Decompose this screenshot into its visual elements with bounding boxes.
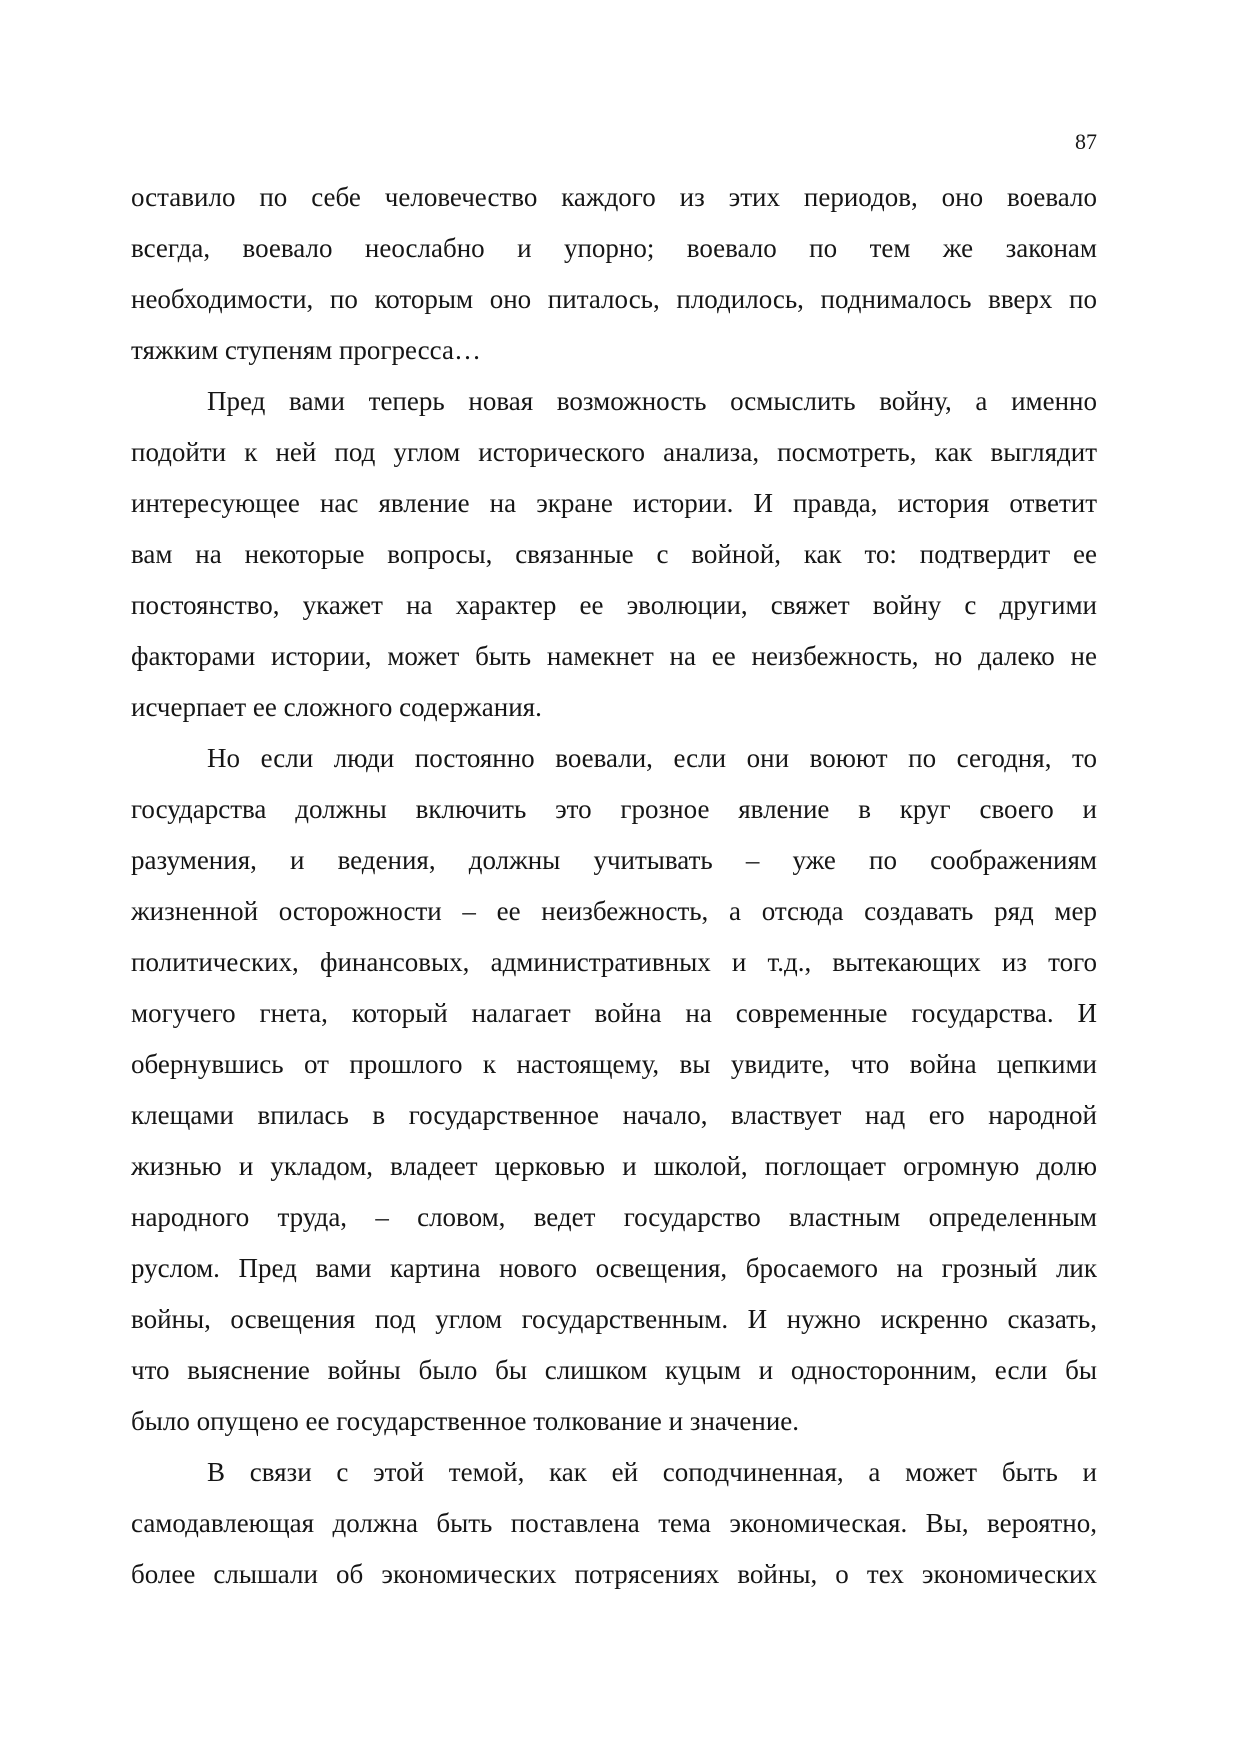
text-line: Пред вами теперь новая возможность осмыслить войну, а именно	[207, 386, 1097, 416]
text-line: самодавлеющая должна быть поставлена тема экономическая. Вы, вероятно,	[131, 1508, 1097, 1538]
text-line: более слышали об экономических потрясениях войны, о тех экономических	[131, 1559, 1097, 1589]
text-line: тяжким ступеням прогресса…	[131, 335, 481, 365]
text-line: вам на некоторые вопросы, связанные с войной, как то: подтвердит ее	[131, 539, 1097, 569]
page-number: 87	[1075, 129, 1097, 154]
paragraph	[131, 1447, 1097, 1600]
text-line: В связи с этой темой, как ей соподчиненная, а может быть и	[207, 1457, 1097, 1487]
text-line: народного труда, – словом, ведет государство властным определенным	[131, 1202, 1097, 1232]
text-line: руслом. Пред вами картина нового освещения, бросаемого на грозный лик	[131, 1253, 1097, 1283]
text-line: постоянство, укажет на характер ее эволюции, свяжет войну с другими	[131, 590, 1097, 620]
paragraph	[131, 376, 1097, 733]
text-line: Но если люди постоянно воевали, если они воюют по сегодня, то	[207, 743, 1097, 773]
text-line: было опущено ее государственное толкование и значение.	[131, 1406, 800, 1436]
text-line: разумения, и ведения, должны учитывать – уже по соображениям	[131, 845, 1097, 875]
text-line: жизненной осторожности – ее неизбежность, а отсюда создавать ряд мер	[131, 896, 1097, 926]
text-line: исчерпает ее сложного содержания.	[131, 692, 542, 722]
text-line: обернувшись от прошлого к настоящему, вы увидите, что война цепкими	[131, 1049, 1097, 1079]
document-body	[131, 172, 1097, 1600]
text-line: факторами истории, может быть намекнет на ее неизбежность, но далеко не	[131, 641, 1097, 671]
text-line: необходимости, по которым оно питалось, плодилось, поднималось вверх по	[131, 284, 1097, 314]
text-line: подойти к ней под углом исторического анализа, посмотреть, как выглядит	[131, 437, 1097, 467]
text-line: могучего гнета, который налагает война на современные государства. И	[131, 998, 1097, 1028]
paragraph	[131, 172, 1097, 376]
text-line: что выяснение войны было бы слишком куцым и односторонним, если бы	[131, 1355, 1097, 1385]
text-line: политических, финансовых, административных и т.д., вытекающих из того	[131, 947, 1097, 977]
text-line: государства должны включить это грозное явление в круг своего и	[131, 794, 1097, 824]
text-line: войны, освещения под углом государственным. И нужно искренно сказать,	[131, 1304, 1097, 1334]
text-line: клещами впилась в государственное начало, властвует над его народной	[131, 1100, 1097, 1130]
text-line: жизнью и укладом, владеет церковью и школой, поглощает огромную долю	[131, 1151, 1097, 1181]
text-line: всегда, воевало неослабно и упорно; воевало по тем же законам	[131, 233, 1097, 263]
text-line: оставило по себе человечество каждого из этих периодов, оно воевало	[131, 182, 1097, 212]
text-line: интересующее нас явление на экране истории. И правда, история ответит	[131, 488, 1097, 518]
paragraph	[131, 733, 1097, 1447]
